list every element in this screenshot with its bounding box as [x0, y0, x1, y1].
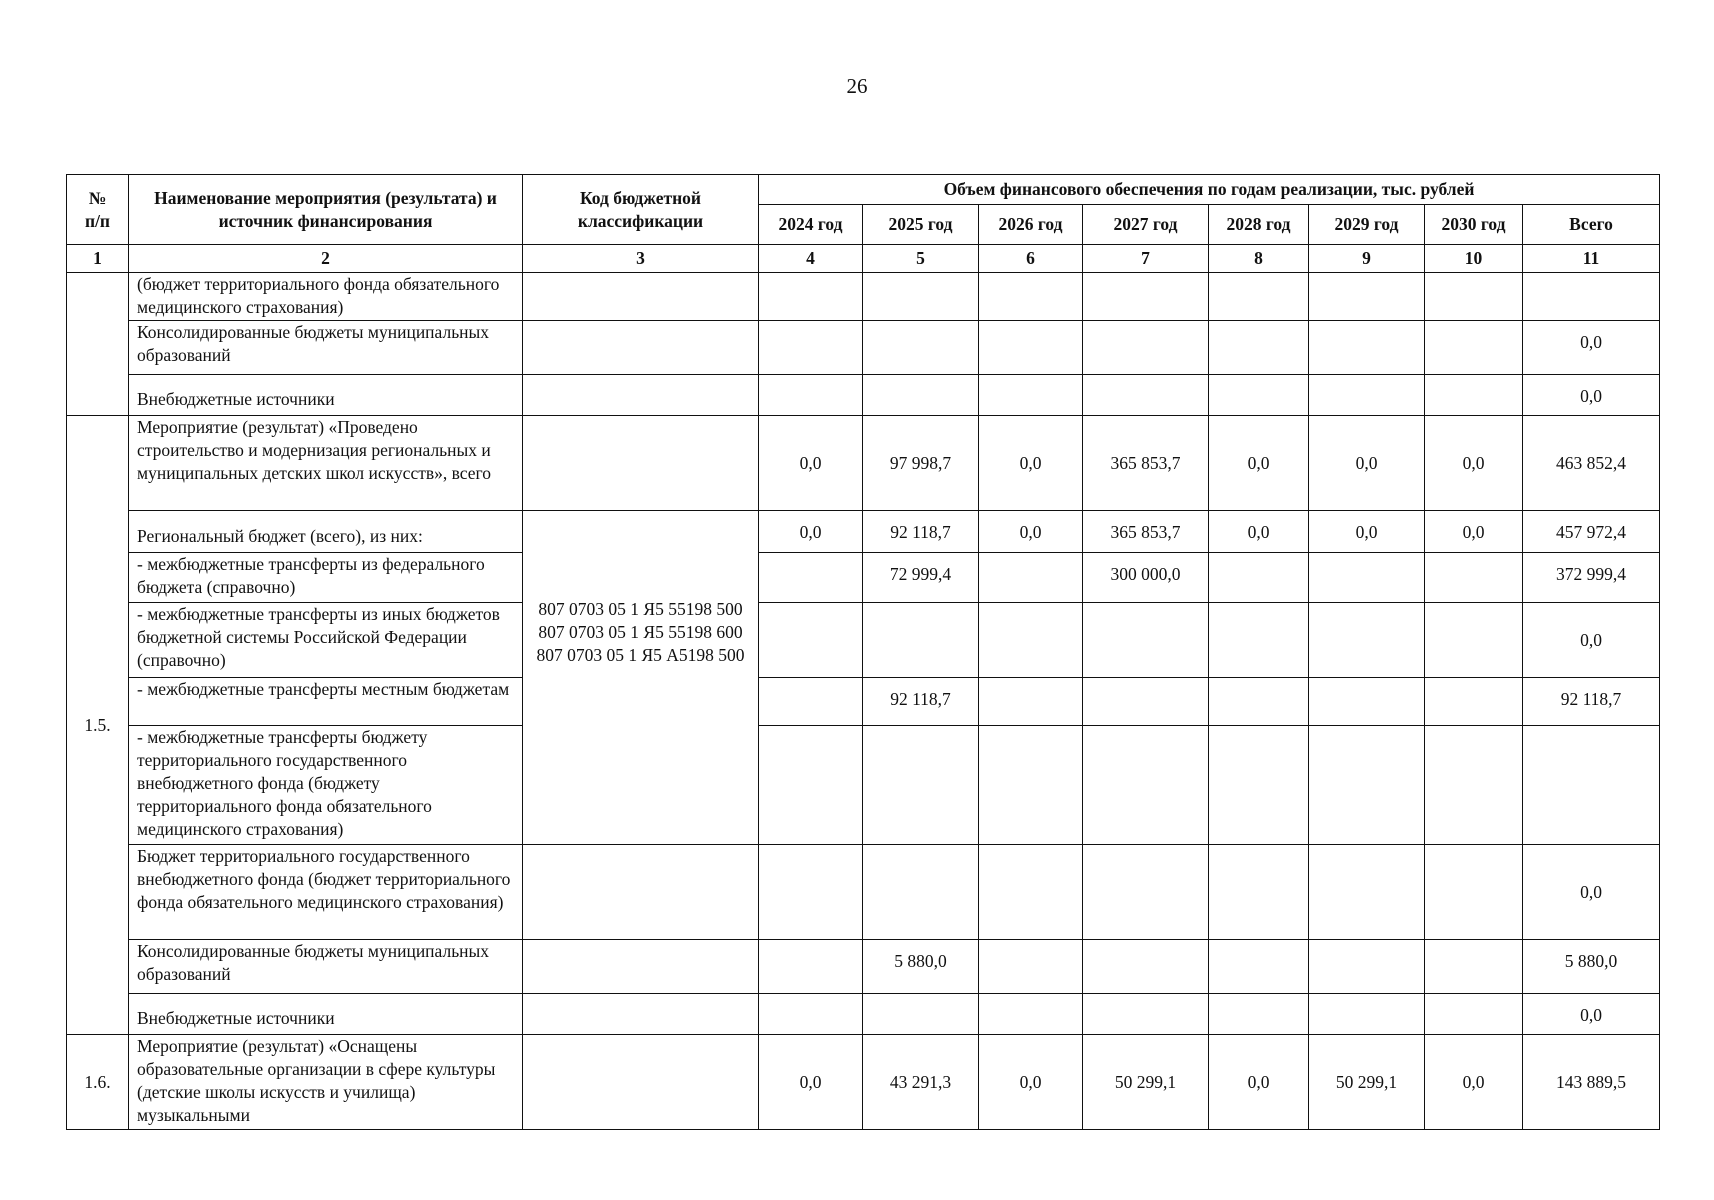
- row-code: [523, 273, 759, 321]
- cell-2026: 0,0: [979, 1035, 1083, 1130]
- row-name: - межбюджетные трансферты местным бюджетам: [129, 678, 523, 726]
- cell-2028: [1209, 553, 1309, 603]
- cell-2030: [1425, 603, 1523, 678]
- cell-2026: [979, 553, 1083, 603]
- cell-total: [1523, 273, 1660, 321]
- header-volume: Объем финансового обеспечения по годам реализации, тыс. рублей: [759, 175, 1660, 205]
- cell-2027: 50 299,1: [1083, 1035, 1209, 1130]
- cell-2024: 0,0: [759, 416, 863, 511]
- row-name: (бюджет территориального фонда обязательного медицинского страхования): [129, 273, 523, 321]
- cell-2026: [979, 994, 1083, 1035]
- row-code: [523, 1035, 759, 1130]
- row-code: [523, 994, 759, 1035]
- row-name: - межбюджетные трансферты из иных бюджетов бюджетной системы Российской Федерации (справочно): [129, 603, 523, 678]
- table-row: [67, 321, 1660, 375]
- cell-2024: 0,0: [759, 1035, 863, 1130]
- cell-2028: 0,0: [1209, 1035, 1309, 1130]
- cell-2024: [759, 553, 863, 603]
- cell-2026: 0,0: [979, 416, 1083, 511]
- cell-2030: [1425, 553, 1523, 603]
- cell-2027: [1083, 375, 1209, 416]
- cell-2027: [1083, 321, 1209, 375]
- table-row: [67, 511, 1660, 553]
- header-year: 2028 год: [1209, 205, 1309, 245]
- row-code: [523, 845, 759, 940]
- cell-2027: [1083, 940, 1209, 994]
- col-index: 7: [1083, 245, 1209, 273]
- table-row: [67, 603, 1660, 678]
- cell-2025: 43 291,3: [863, 1035, 979, 1130]
- cell-2024: [759, 375, 863, 416]
- cell-2030: 0,0: [1425, 1035, 1523, 1130]
- cell-2028: 0,0: [1209, 511, 1309, 553]
- cell-2026: [1083, 726, 1209, 845]
- cell-2024: [863, 726, 979, 845]
- table-row: [67, 845, 1660, 940]
- row-code: [523, 375, 759, 416]
- cell-total: 457 972,4: [1523, 511, 1660, 553]
- row-code: 807 0703 05 1 Я5 55198 500 807 0703 05 1 Я5 55198 600 807 0703 05 1 Я5 А5198 500: [523, 511, 759, 845]
- cell-2025: 97 998,7: [863, 416, 979, 511]
- table-row: [67, 678, 1660, 726]
- table-row: [67, 273, 1660, 321]
- cell-2030: [1425, 940, 1523, 994]
- table-row: [67, 940, 1660, 994]
- cell-2024: [759, 321, 863, 375]
- cell-total: 463 852,4: [1523, 416, 1660, 511]
- cell-2024: [759, 273, 863, 321]
- cell-2029: [1309, 603, 1425, 678]
- table-row: [67, 726, 1660, 845]
- col-index: 9: [1309, 245, 1425, 273]
- cell-2025: [863, 321, 979, 375]
- cell-2025: [863, 375, 979, 416]
- row-name: - межбюджетные трансферты из федерального бюджета (справочно): [129, 553, 523, 603]
- cell-2030: [1425, 375, 1523, 416]
- table-row: [67, 375, 1660, 416]
- cell-2026: [979, 603, 1083, 678]
- header-name: Наименование мероприятия (результата) и источник финансирования: [129, 175, 523, 245]
- cell-total: 0,0: [1523, 994, 1660, 1035]
- row-name: Консолидированные бюджеты муниципальных образований: [129, 940, 523, 994]
- cell-2028: [1209, 994, 1309, 1035]
- cell-2025: [863, 994, 979, 1035]
- cell-total: 372 999,4: [1523, 553, 1660, 603]
- cell-2030: 0,0: [1425, 511, 1523, 553]
- cell-2027: [1209, 726, 1309, 845]
- header-pp: № п/п: [67, 175, 129, 245]
- header-year: 2024 год: [759, 205, 863, 245]
- cell-2024: [759, 940, 863, 994]
- cell-2029: [1309, 994, 1425, 1035]
- col-index: 10: [1425, 245, 1523, 273]
- cell-total: 0,0: [1523, 603, 1660, 678]
- cell-2025: 92 118,7: [863, 678, 979, 726]
- cell-total: 0,0: [1523, 375, 1660, 416]
- cell-2026: [979, 678, 1083, 726]
- col-index: 3: [523, 245, 759, 273]
- cell-total: 92 118,7: [1523, 678, 1660, 726]
- cell-2030: [1523, 726, 1660, 845]
- row-name: Бюджет территориального государственного внебюджетного фонда (бюджет территориального фонда обязательного медицинского страхования): [129, 845, 523, 940]
- col-index: 6: [979, 245, 1083, 273]
- row-name: Региональный бюджет (всего), из них:: [129, 511, 523, 553]
- cell-2026: [979, 375, 1083, 416]
- cell-2029: [1309, 321, 1425, 375]
- row-code: [523, 321, 759, 375]
- col-index: 4: [759, 245, 863, 273]
- cell-2025: [863, 845, 979, 940]
- row-code: [523, 416, 759, 511]
- cell-2025: 92 118,7: [863, 511, 979, 553]
- cell-total: 143 889,5: [1523, 1035, 1660, 1130]
- header-year: 2026 год: [979, 205, 1083, 245]
- header-code: Код бюджетной классификации: [523, 175, 759, 245]
- cell-2024: 0,0: [759, 511, 863, 553]
- cell-total: 0,0: [1523, 845, 1660, 940]
- cell-2026: [979, 273, 1083, 321]
- cell-2027: 365 853,7: [1083, 416, 1209, 511]
- cell-2024: [759, 994, 863, 1035]
- cell-2027: [1083, 273, 1209, 321]
- cell-2026: 0,0: [979, 511, 1083, 553]
- cell-2029: [1309, 273, 1425, 321]
- cell-2029: [1309, 553, 1425, 603]
- header-year: 2025 год: [863, 205, 979, 245]
- cell-2029: [1309, 375, 1425, 416]
- col-index: 2: [129, 245, 523, 273]
- col-index: 1: [67, 245, 129, 273]
- table-row: [67, 994, 1660, 1035]
- cell-2027: [1083, 845, 1209, 940]
- cell-2028: [1209, 273, 1309, 321]
- col-index: 8: [1209, 245, 1309, 273]
- cell-2025: [979, 726, 1083, 845]
- page-number: 26: [846, 74, 868, 98]
- header-year: 2030 год: [1425, 205, 1523, 245]
- cell-2030: [1425, 273, 1523, 321]
- cell-2029: [1309, 940, 1425, 994]
- cell-total: 5 880,0: [1523, 940, 1660, 994]
- cell-2026: [979, 940, 1083, 994]
- cell-2024: [759, 603, 863, 678]
- cell-2027: 365 853,7: [1083, 511, 1209, 553]
- header-total: Всего: [1523, 205, 1660, 245]
- cell-2028: [1309, 726, 1425, 845]
- row-name: Внебюджетные источники: [129, 375, 523, 416]
- row-name: Мероприятие (результат) «Оснащены образовательные организации в сфере культуры (детские школы искусств и училища) музыкальными: [129, 1035, 523, 1130]
- cell-2027: [1083, 603, 1209, 678]
- cell-2030: [1425, 845, 1523, 940]
- financing-table: [66, 174, 1660, 1130]
- row-name: Мероприятие (результат) «Проведено строительство и модернизация региональных и муниципальных детских школ искусств», всего: [129, 416, 523, 511]
- row-pp: [67, 273, 129, 416]
- table-row: [67, 553, 1660, 603]
- cell-2029: 50 299,1: [1309, 1035, 1425, 1130]
- cell-2030: [1425, 321, 1523, 375]
- row-code: [523, 940, 759, 994]
- cell-2028: [1209, 603, 1309, 678]
- row-name: Внебюджетные источники: [129, 994, 523, 1035]
- cell-2027: [1083, 994, 1209, 1035]
- cell-2030: [1425, 994, 1523, 1035]
- cell-2030: 0,0: [1425, 416, 1523, 511]
- cell-2025: [863, 603, 979, 678]
- cell-2029: [1309, 845, 1425, 940]
- cell-2025: 72 999,4: [863, 553, 979, 603]
- cell-2029: 0,0: [1309, 416, 1425, 511]
- cell-2027: 300 000,0: [1083, 553, 1209, 603]
- cell-2025: [863, 273, 979, 321]
- row-pp: 1.6.: [67, 1035, 129, 1130]
- cell-2027: [1083, 678, 1209, 726]
- cell-2029: 0,0: [1309, 511, 1425, 553]
- cell-2024: [759, 845, 863, 940]
- cell-2028: [1209, 375, 1309, 416]
- row-name: Консолидированные бюджеты муниципальных образований: [129, 321, 523, 375]
- cell-2030: [1425, 678, 1523, 726]
- cell-2026: [979, 845, 1083, 940]
- col-index: 11: [1523, 245, 1660, 273]
- table-row: [67, 416, 1660, 511]
- cell-2029: [1309, 678, 1425, 726]
- cell-2024: [759, 678, 863, 726]
- header-year: 2029 год: [1309, 205, 1425, 245]
- cell-2028: [1209, 678, 1309, 726]
- cell-2028: 0,0: [1209, 416, 1309, 511]
- row-code: [759, 726, 863, 845]
- table-row: [67, 1035, 1660, 1130]
- cell-2029: [1425, 726, 1523, 845]
- cell-2028: [1209, 321, 1309, 375]
- row-name: - межбюджетные трансферты бюджету территориального государственного внебюджетного фонда (бюджету территориального фонда обязательного медицинского страхования): [129, 726, 523, 845]
- cell-total: 0,0: [1523, 321, 1660, 375]
- cell-2025: 5 880,0: [863, 940, 979, 994]
- row-pp: 1.5.: [67, 416, 129, 1035]
- col-index: 5: [863, 245, 979, 273]
- cell-2026: [979, 321, 1083, 375]
- header-year: 2027 год: [1083, 205, 1209, 245]
- cell-2028: [1209, 845, 1309, 940]
- cell-2028: [1209, 940, 1309, 994]
